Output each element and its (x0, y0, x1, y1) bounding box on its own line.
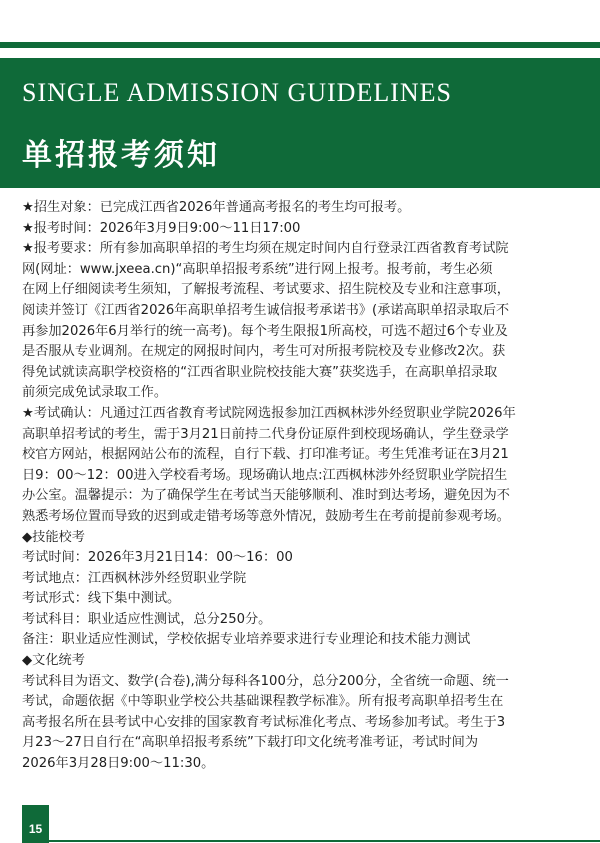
text-line: 备注：职业适应性测试，学校依据专业培养要求进行专业理论和技术能力测试 (22, 632, 471, 648)
top-rule (0, 42, 600, 48)
header-band (0, 58, 600, 188)
text-line: ★报考要求：所有参加高职单招的考生均须在规定时间内自行登录江西省教育考试院 (22, 241, 509, 257)
text-line: 考试地点：江西枫林涉外经贸职业学院 (22, 570, 247, 586)
section-heading: ◆文化统考 (22, 653, 85, 669)
text-line: 前须完成免试录取工作。 (22, 385, 168, 401)
text-line: 考试科目：职业适应性测试，总分250分。 (22, 611, 272, 627)
guidelines-body (22, 198, 580, 775)
text-line: 日9：00～12：00进入学校看考场。现场确认地点:江西枫林涉外经贸职业学院招生 (22, 467, 508, 483)
text-line: 考试，命题依据《中等职业学校公共基础课程教学标准》。所有报考高职单招考生在 (22, 694, 504, 710)
text-line: 是否服从专业调剂。在规定的网报时间内，考生可对所报考院校及专业修改2次。获 (22, 344, 506, 360)
text-line: 高职单招考试的考生，需于3月21日前持二代身份证原件到校现场确认，学生登录学 (22, 426, 509, 442)
text-line: 月23～27日自行在“高职单招报考系统”下载打印文化统考准考证，考试时间为 (22, 735, 479, 751)
text-line: 在网上仔细阅读考生须知，了解报考流程、考试要求、招生院校及专业和注意事项， (22, 282, 510, 298)
text-line: 得免试就读高职学校资格的“江西省职业院校技能大赛”获奖选手，在高职单招录取 (22, 364, 498, 380)
text-line: 网(网址：www.jxeea.cn)“高职单招报考系统”进行网上报考。报考前，考生必须 (22, 261, 493, 277)
text-line: 考试科目为语文、数学(合卷),满分每科各100分，总分200分，全省统一命题、统一 (22, 673, 509, 689)
section-heading: ◆技能校考 (22, 529, 85, 545)
text-line: 办公室。温馨提示：为了确保学生在考试当天能够顺利、准时到达考场，避免因为不 (22, 488, 510, 504)
page-number: 15 (22, 805, 49, 843)
page-title: 单招报考须知 (22, 138, 220, 173)
text-line: ★考试确认：凡通过江西省教育考试院网选报参加江西枫林涉外经贸职业学院2026年 (22, 405, 516, 421)
text-line: 校官方网站，根据网站公布的流程，自行下载、打印准考证。考生凭准考证在3月21 (22, 447, 509, 463)
text-line: 2026年3月28日9:00～11:30。 (22, 756, 215, 772)
text-line: 考试形式：线下集中测试。 (22, 591, 181, 607)
text-line: 阅读并签订《江西省2026年高职单招考生诚信报考承诺书》(承诺高职单招录取后不 (22, 302, 510, 318)
text-line: 再参加2026年6月举行的统一高考)。每个考生限报1所高校，可选不超过6个专业及 (22, 323, 508, 339)
text-line: 熟悉考场位置而导致的迟到或走错考场等意外情况，鼓励考生在考前提前参观考场。 (22, 508, 510, 524)
text-line: 高考报名所在县考试中心安排的国家教育考试标准化考点、考场参加考试。考生于3 (22, 714, 506, 730)
text-line: ★招生对象：已完成江西省2026年普通高考报名的考生均可报考。 (22, 200, 411, 215)
text-line: ★报考时间：2026年3月9日9:00～11日17:00 (22, 220, 301, 236)
english-title: SINGLE ADMISSION GUIDELINES (22, 78, 452, 107)
text-line: 考试时间：2026年3月21日14：00～16：00 (22, 550, 293, 566)
